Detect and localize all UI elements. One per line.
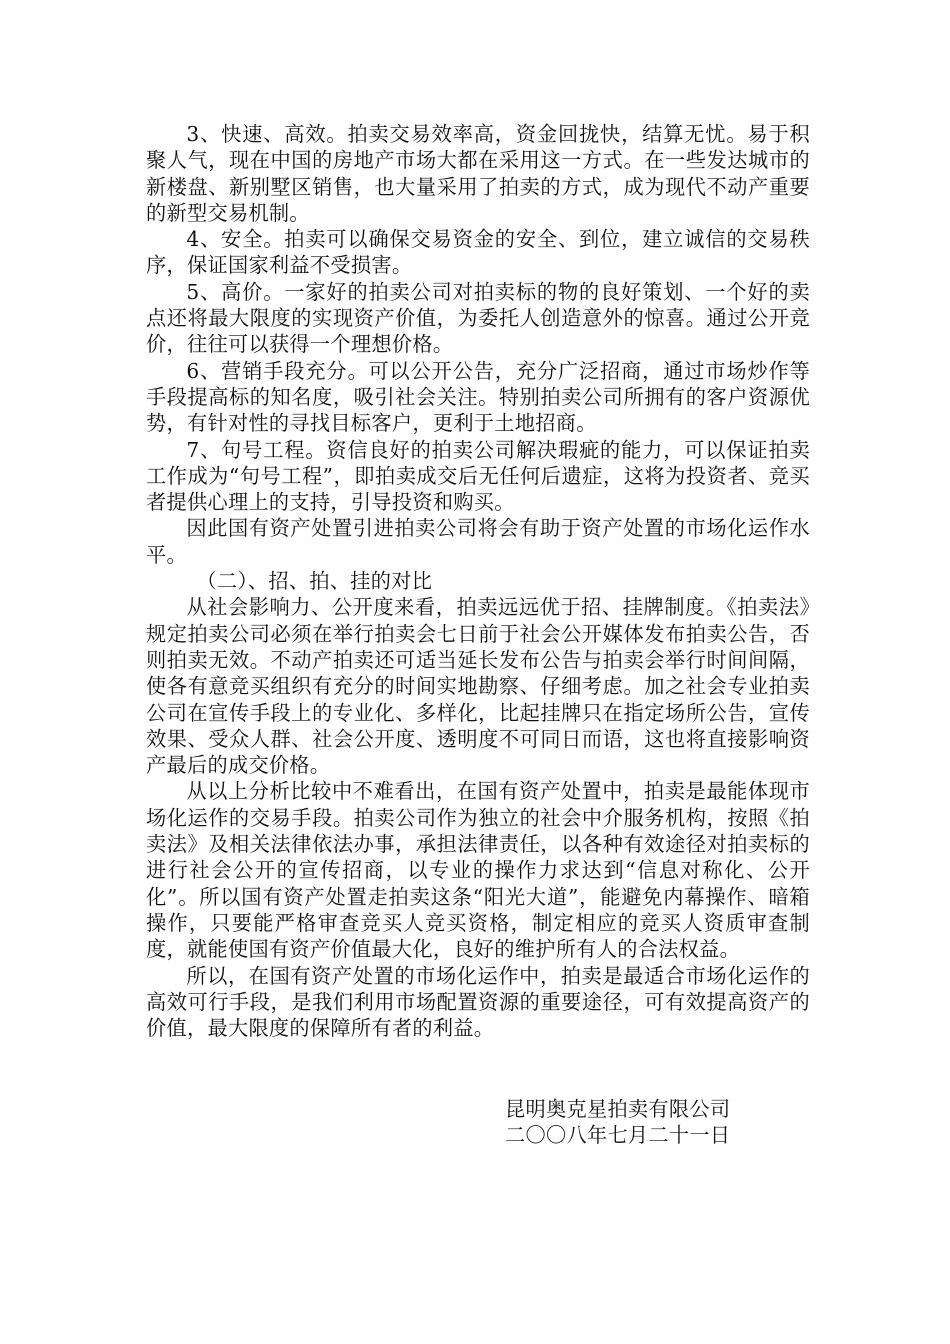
- paragraph-analysis: 从以上分析比较中不难看出，在国有资产处置中，拍卖是最能体现市场化运作的交易手段。拍卖公司作为独立的社会中介服务机构，按照《拍卖法》及相关法律依法办事，承担法律责任，以各种有效途径对拍卖标的进行社会公开的宣传招商，以专业的操作力求达到“信息对称化、公开化”。所以国有资产处置走拍卖这条“阳光大道”，能避免内幕操作、暗箱操作，只要能严格审查竞买人竞买资格，制定相应的竞买人资质审查制度，就能使国有资产价值最大化，良好的维护所有人的合法权益。: [146, 779, 810, 962]
- document-body: [146, 121, 810, 1041]
- signature-company: 昆明奥克星拍卖有限公司: [505, 1097, 731, 1121]
- paragraph-conclusion-intro: 因此国有资产处置引进拍卖公司将会有助于资产处置的市场化运作水平。: [146, 516, 810, 567]
- paragraph-high-price: 5、高价。一家好的拍卖公司对拍卖标的物的良好策划、一个好的卖点还将最大限度的实现资产价值，为委托人创造意外的惊喜。通过公开竞价，往往可以获得一个理想价格。: [146, 279, 810, 357]
- paragraph-social-influence: 从社会影响力、公开度来看，拍卖远远优于招、挂牌制度。《拍卖法》规定拍卖公司必须在举行拍卖会七日前于社会公开媒体发布拍卖公告，否则拍卖无效。不动产拍卖还可适当延长发布公告与拍卖会举行时间间隔，使各有意竞买组织有充分的时间实地勘察、仔细考虑。加之社会专业拍卖公司在宣传手段上的专业化、多样化，比起挂牌只在指定场所公告，宣传效果、受众人群、社会公开度、透明度不可同日而语，这也将直接影响资产最后的成交价格。: [146, 595, 810, 778]
- paragraph-fast-efficient: 3、快速、高效。拍卖交易效率高，资金回拢快，结算无忧。易于积聚人气，现在中国的房地产市场大都在采用这一方式。在一些发达城市的新楼盘、新别墅区销售，也大量采用了拍卖的方式，成为现代不动产重要的新型交易机制。: [146, 122, 810, 225]
- paragraph-safety: 4、安全。拍卖可以确保交易资金的安全、到位，建立诚信的交易秩序，保证国家利益不受损害。: [146, 227, 810, 278]
- signature-block: [505, 1096, 825, 1148]
- section-heading-comparison: （二）、招、拍、挂的对比: [196, 569, 433, 594]
- paragraph-final: 所以，在国有资产处置的市场化运作中，拍卖是最适合市场化运作的高效可行手段，是我们利用市场配置资源的重要途径，可有效提高资产的价值，最大限度的保障所有者的利益。: [146, 963, 810, 1041]
- signature-date: 二〇〇八年七月二十一日: [505, 1123, 731, 1147]
- paragraph-full-stop-project: 7、句号工程。资信良好的拍卖公司解决瑕疵的能力，可以保证拍卖工作成为“句号工程”，即拍卖成交后无任何后遗症，这将为投资者、竞买者提供心理上的支持，引导投资和购买。: [146, 437, 810, 515]
- paragraph-marketing: 6、营销手段充分。可以公开公告，充分广泛招商，通过市场炒作等手段提高标的知名度，吸引社会关注。特别拍卖公司所拥有的客户资源优势，有针对性的寻找目标客户，更利于土地招商。: [146, 358, 810, 436]
